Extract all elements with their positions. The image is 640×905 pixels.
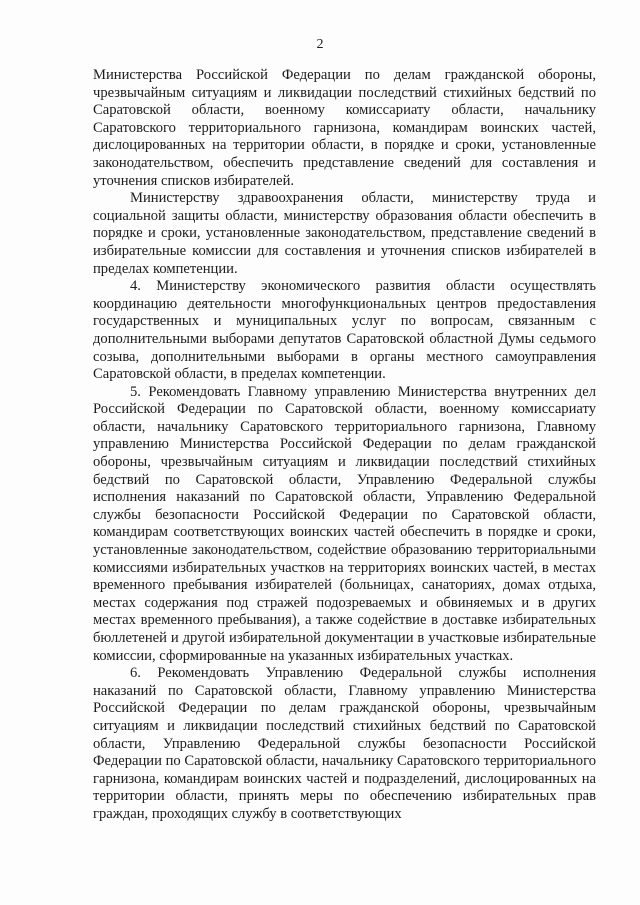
page-number: 2 [316,37,324,52]
paragraph-item-6: 6. Рекомендовать Управлению Федеральной службы исполнения наказаний по Саратовской области, Главному управлению Министерства Российской Федерации по делам гражданской обороны, чрезвычайным ситуациям и ликвидации последствий стихийных бедствий по Саратовской области, Управлению Федеральной службы безопасности Российской Федерации по Саратовской области, начальнику Саратовского территориального гарнизона, командирам воинских частей и подразделений, дислоцированных на территории области, принять меры по обеспечению избирательных прав граждан, проходящих службу в соответствующих [93,665,596,822]
paragraph-health-ministry: Министерству здравоохранения области, министерству труда и социальной защиты области, министерству образования области обеспечить в порядке и сроки, установленные законодательством, представление сведений в избирательные комиссии для составления и уточнения списков избирателей в пределах компетенции. [93,190,596,277]
paragraph-item-5: 5. Рекомендовать Главному управлению Министерства внутренних дел Российской Федерации по Саратовской области, военному комиссариату области, начальнику Саратовского территориального гарнизона, Главному управлению Министерства Российской Федерации по делам гражданской обороны, чрезвычайным ситуациям и ликвидации последствий стихийных бедствий по Саратовской области, Управлению Федеральной службы исполнения наказаний по Саратовской области, Управлению Федеральной службы безопасности Российской Федерации по Саратовской области, командирам соответствующих воинских частей обеспечить в порядке и сроки, установленные законодательством, содействие образованию территориальными комиссиями избирательных участков на территориях воинских частей, в местах временного пребывания избирателей (больницах, санаториях, домах отдыха, местах содержания под стражей подозреваемых и обвиняемых и в других местах временного пребывания), а также содействие в доставке избирательных бюллетеней и другой избирательной документации в участковые избирательные комиссии, сформированные на указанных избирательных участках. [93,383,596,664]
paragraph-continuation: Министерства Российской Федерации по делам гражданской обороны, чрезвычайным ситуациям и ликвидации последствий стихийных бедствий по Саратовской области, военному комиссариату области, начальнику Саратовского территориального гарнизона, командирам воинских частей, дислоцированных на территории области, в порядке и сроки, установленные законодательством, обеспечить представление сведений для составления и уточнения списков избирателей. [93,67,596,189]
document-body [93,67,596,824]
paragraph-item-4: 4. Министерству экономического развития области осуществлять координацию деятельности многофункциональных центров предоставления государственных и муниципальных услуг по вопросам, связанным с дополнительными выборами депутатов Саратовской областной Думы седьмого созыва, дополнительными выборами в органы местного самоуправления Саратовской области, в пределах компетенции. [93,278,596,383]
